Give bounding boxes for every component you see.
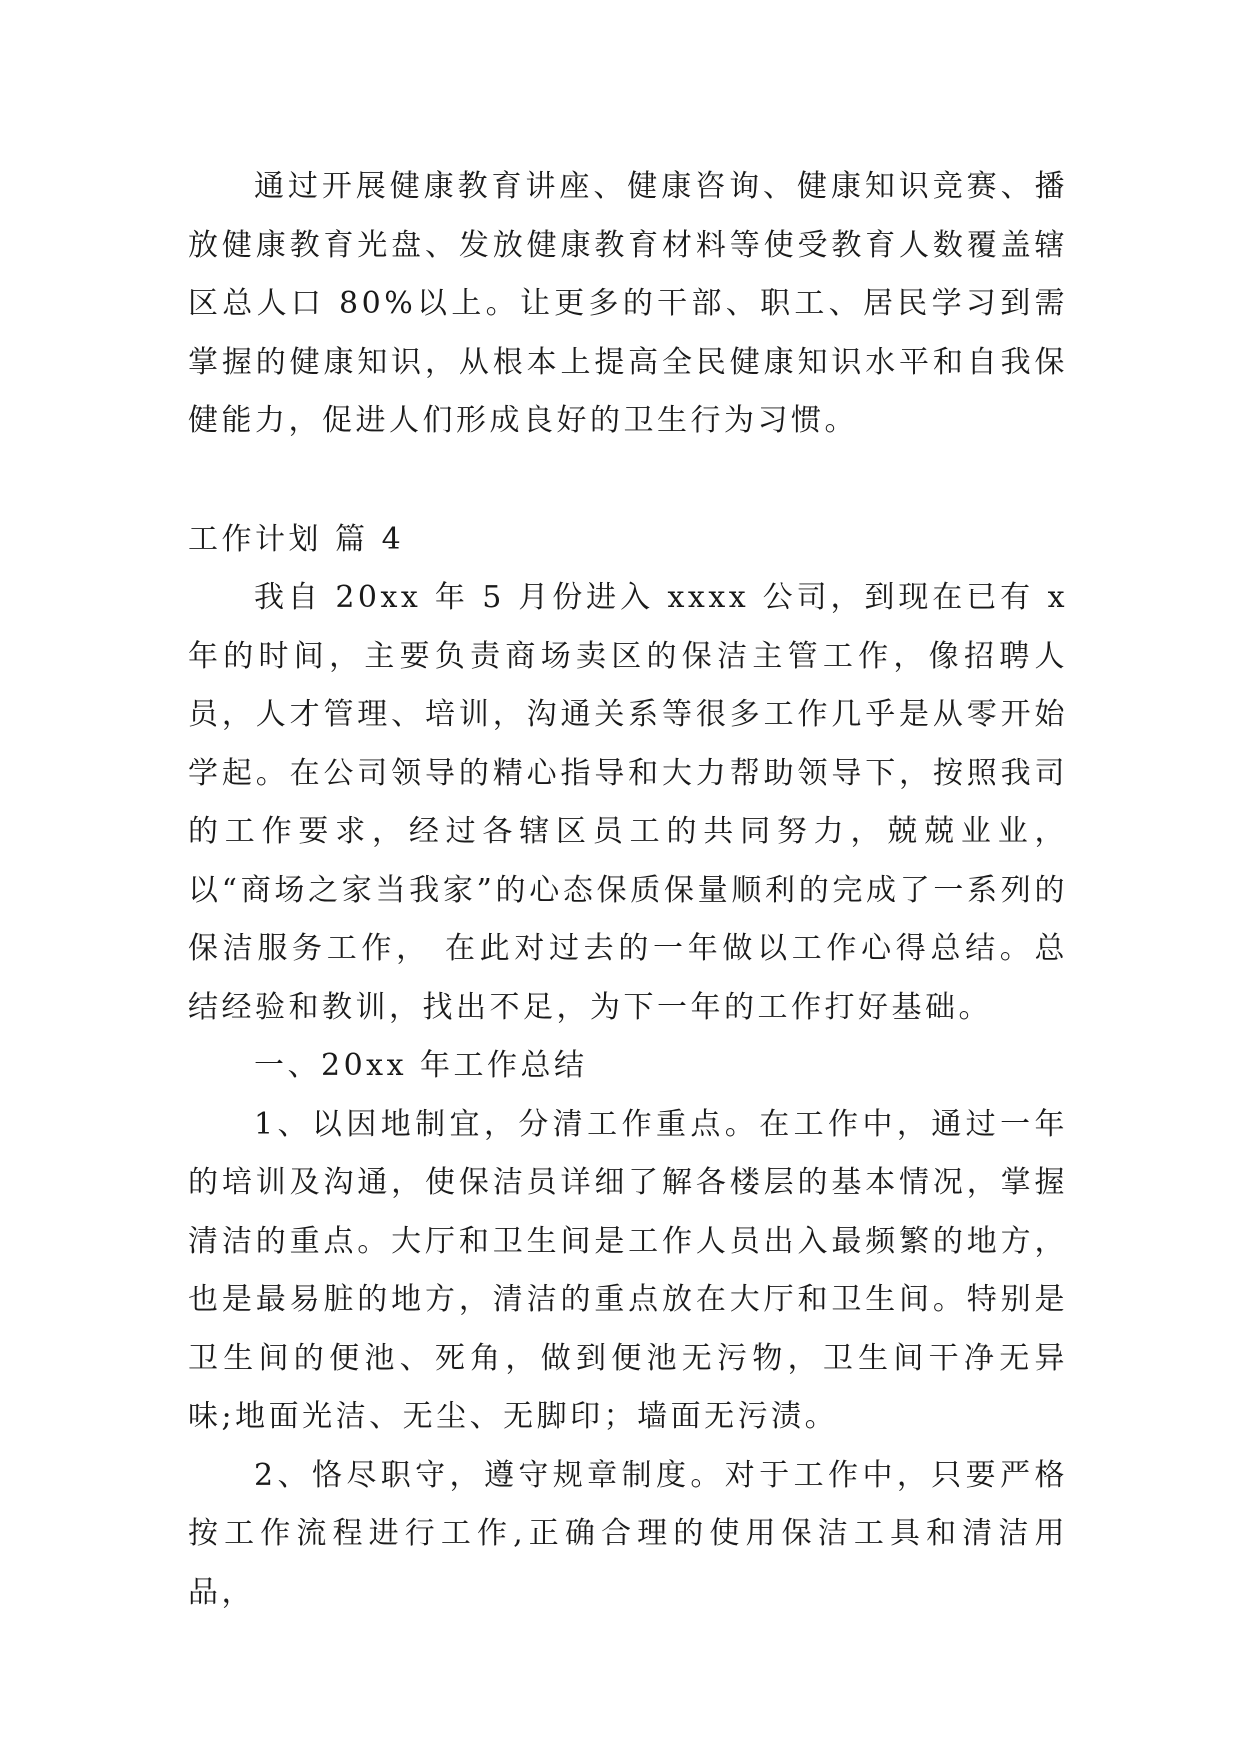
document-body: [188, 158, 1068, 1622]
paragraph-item-1: 1、以因地制宜，分清工作重点。在工作中，通过一年的培训及沟通，使保洁员详细了解各楼层的基本情况，掌握清洁的重点。大厅和卫生间是工作人员出入最频繁的地方，也是最易脏的地方，清洁的重点放在大厅和卫生间。特别是卫生间的便池、死角，做到便池无污物，卫生间干净无异味;地面光洁、无尘、无脚印；墙面无污渍。: [188, 1106, 1068, 1434]
subheading-work-summary: 一、20xx 年工作总结: [254, 1048, 588, 1083]
section-heading: 工作计划 篇 4: [188, 521, 405, 557]
paragraph-health-education: 通过开展健康教育讲座、健康咨询、健康知识竞赛、播放健康教育光盘、发放健康教育材料等使受教育人数覆盖辖区总人口 80%以上。让更多的干部、职工、居民学习到需掌握的健康知识，从根本上提高全民健康知识水平和自我保健能力，促进人们形成良好的卫生行为习惯。: [188, 169, 1068, 438]
paragraph-item-2: 2、恪尽职守，遵守规章制度。对于工作中，只要严格按工作流程进行工作,正确合理的使用保洁工具和清洁用品，: [188, 1457, 1068, 1610]
paragraph-intro: 我自 20xx 年 5 月份进入 xxxx 公司，到现在已有 x 年的时间，主要负责商场卖区的保洁主管工作，像招聘人员，人才管理、培训，沟通关系等很多工作几乎是从零开始学起。在公司领导的精心指导和大力帮助领导下，按照我司的工作要求，经过各辖区员工的共同努力，兢兢业业，以“商场之家当我家”的心态保质保量顺利的完成了一系列的保洁服务工作， 在此对过去的一年做以工作心得总结。总结经验和教训，找出不足，为下一年的工作打好基础。: [188, 580, 1068, 1025]
